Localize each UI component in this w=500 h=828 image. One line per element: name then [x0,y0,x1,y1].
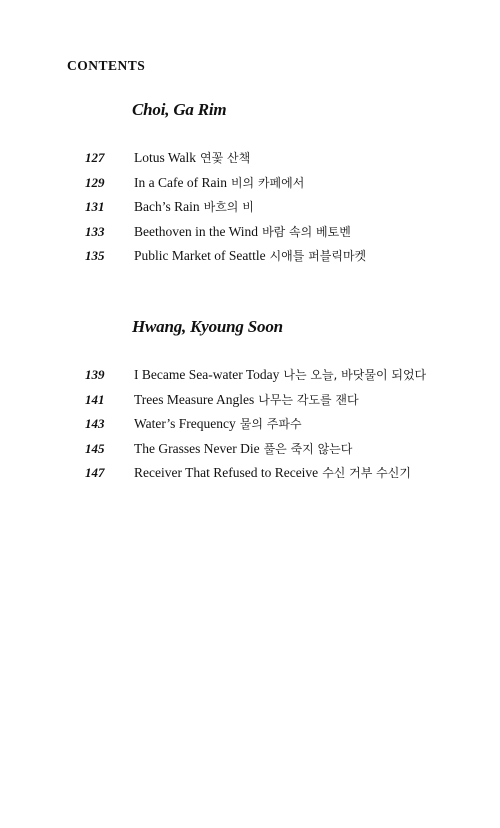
toc-entry[interactable] [0,245,500,270]
page-number: 139 [85,367,105,382]
toc-entry[interactable] [0,438,500,463]
contents-heading: CONTENTS [67,58,146,73]
toc-entry[interactable] [0,147,500,172]
title-english: Water’s Frequency [134,416,236,431]
entry-title [134,440,352,457]
title-english: Receiver That Refused to Receive [134,465,319,480]
author-heading: Choi, Ga Rim [132,100,227,119]
title-english: Bach’s Rain [134,199,200,214]
title-korean: 바람 속의 베토벤 [262,224,351,239]
title-korean: 비의 카페에서 [230,175,305,190]
title-english: I Became Sea-water Today [134,367,280,382]
toc-entry[interactable] [0,413,500,438]
toc-entry[interactable] [0,172,500,197]
title-korean: 시애틀 퍼블릭마켓 [269,249,367,263]
entry-list [0,147,500,270]
entry-title [134,247,366,264]
entry-title [134,391,359,408]
title-english: Public Market of Seattle [134,248,266,263]
page-number: 129 [85,174,105,190]
title-korean: 물의 주파수 [239,417,302,431]
page-number: 141 [85,391,105,407]
title-korean: 수신 거부 수신기 [322,466,411,480]
title-english: Beethoven in the Wind [134,223,259,239]
page-number: 133 [85,223,105,239]
title-english: The Grasses Never Die [134,440,260,456]
toc-entry[interactable] [0,364,500,389]
title-korean: 풀은 죽지 않는다 [263,441,353,456]
page-number: 143 [85,416,105,431]
entry-title [134,198,254,215]
page-number: 145 [85,440,105,456]
toc-entry[interactable] [0,462,500,487]
author-heading: Hwang, Kyoung Soon [132,317,283,336]
toc-entry[interactable] [0,389,500,414]
entry-title [134,464,411,481]
entry-title [134,223,351,240]
entry-title [134,366,426,383]
entry-list [0,364,500,487]
toc-entry[interactable] [0,196,500,221]
toc-entry[interactable] [0,221,500,246]
title-korean: 나는 오늘, 바닷물이 되었다 [283,368,427,382]
page-number: 147 [85,465,105,480]
page-number: 131 [85,199,105,214]
entry-title [134,174,304,191]
title-korean: 나무는 각도를 잰다 [258,392,359,407]
entry-title [134,149,250,166]
title-english: Lotus Walk [134,150,197,165]
entry-title [134,415,302,432]
title-korean: 연꽃 산책 [200,151,251,165]
title-english: Trees Measure Angles [134,391,255,407]
page-number: 135 [85,248,105,263]
page-number: 127 [85,150,105,165]
title-english: In a Cafe of Rain [134,174,227,190]
title-korean: 바흐의 비 [203,200,254,214]
